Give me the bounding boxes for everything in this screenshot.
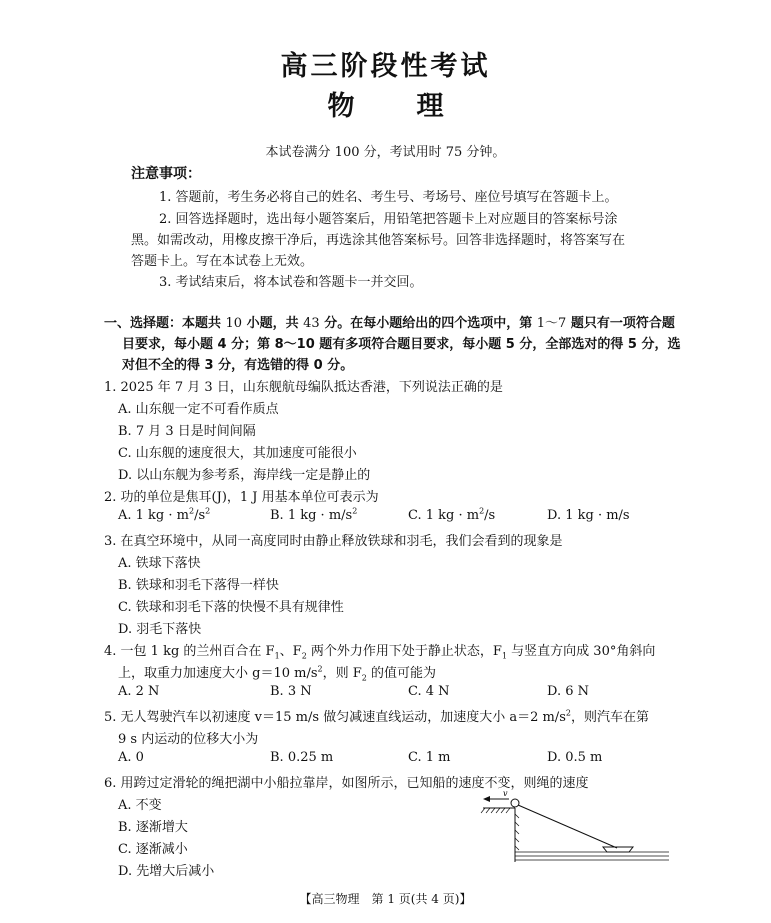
q3-option-a: A. 铁球下落快 — [118, 556, 201, 571]
subject-char-2: 理 — [416, 91, 444, 122]
q4-line2-a: 上，取重力加速度大小 g＝10 m/s — [118, 666, 318, 681]
q4-stem-sub3: 1 — [501, 651, 508, 661]
water — [515, 852, 669, 860]
q4-line2-sup: 2 — [317, 664, 323, 674]
section1-range: 1～7 — [536, 316, 567, 331]
q5-option-d: D. 0.5 m — [547, 750, 603, 765]
q4-stem-line2 — [118, 662, 436, 681]
page-footer: 【高三物理 第 1 页(共 4 页)】 — [299, 892, 472, 906]
section1-line1-part-a: 一、选择题：本题共 — [104, 316, 226, 331]
boat — [603, 847, 633, 852]
q6-figure — [475, 790, 675, 872]
q5-option-c: C. 1 m — [408, 750, 451, 765]
q4-line2-b: ，则 F — [322, 666, 362, 681]
q2-option-b-text: B. 1 kg · m/s — [270, 508, 353, 523]
q3-option-d: D. 羽毛下落快 — [118, 622, 202, 637]
q5-stem-sup: 2 — [565, 708, 571, 718]
q4-stem-c: 两个外力作用下处于静止状态，F — [306, 644, 502, 659]
q2-option-a-sup2: 2 — [205, 506, 211, 516]
q5-stem-line2: 9 s 内运动的位移大小为 — [118, 732, 259, 747]
q1-option-a: A. 山东舰一定不可看作质点 — [118, 402, 279, 417]
q2-option-a-text: A. 1 kg · m — [118, 508, 189, 523]
exam-info: 本试卷满分 100 分，考试用时 75 分钟。 — [265, 145, 506, 160]
q5-option-a: A. 0 — [118, 750, 144, 765]
section1-line1-part-b: 小题，共 — [242, 316, 304, 331]
q4-stem — [104, 640, 655, 659]
q3-option-b: B. 铁球和羽毛下落得一样快 — [118, 578, 279, 593]
pulley — [511, 799, 519, 807]
q4-stem-sub1: 1 — [274, 651, 280, 661]
q2-option-d: D. 1 kg · m/s — [547, 508, 630, 523]
q2-option-a-mid: /s — [194, 508, 206, 523]
q6-option-d: D. 先增大后减小 — [118, 864, 215, 879]
q2-stem: 2. 功的单位是焦耳(J)，1 J 用基本单位可表示为 — [104, 490, 379, 505]
subject-title — [0, 84, 771, 123]
q4-stem-b: 、F — [279, 644, 302, 659]
exam-title: 高三阶段性考试 — [280, 51, 491, 82]
section1-line1-part-c: 分。在每小题给出的四个选项中，第 — [319, 316, 537, 331]
section1-count: 10 — [225, 316, 243, 331]
notice-heading: 注意事项： — [131, 166, 201, 182]
wall-hatch — [515, 814, 519, 850]
notice-item-2-line2: 黑。如需改动，用橡皮擦干净后，再选涂其他答案标号。回答非选择题时，将答案写在 — [131, 233, 626, 248]
shore-hatch — [481, 808, 510, 813]
section1-line2: 目要求，每小题 4 分；第 8～10 题有多项符合题目要求，每小题 5 分，全部选对的得 5 分，选 — [122, 337, 681, 352]
q2-option-c-sup: 2 — [479, 506, 485, 516]
q3-option-c: C. 铁球和羽毛下落的快慢不具有规律性 — [118, 600, 344, 615]
notice-item-2-line1: 2. 回答选择题时，选出每小题答案后，用铅笔把答题卡上对应题目的答案标号涂 — [159, 212, 618, 227]
subject-char-1: 物 — [327, 91, 355, 122]
q2-option-c-end: /s — [484, 508, 496, 523]
notice-item-3: 3. 考试结束后，将本试卷和答题卡一并交回。 — [159, 275, 423, 290]
q1-option-d: D. 以山东舰为参考系，海岸线一定是静止的 — [118, 468, 371, 483]
q2-option-b-sup: 2 — [352, 506, 358, 516]
section1-line1 — [104, 312, 675, 331]
q3-stem: 3. 在真空环境中，从同一高度同时由静止释放铁球和羽毛，我们会看到的现象是 — [104, 534, 563, 549]
q4-option-a: A. 2 N — [118, 684, 160, 699]
section1-line1-part-d: 题只有一项符合题 — [566, 316, 675, 331]
q2-option-c — [408, 508, 495, 523]
q2-option-a — [118, 508, 210, 523]
q4-stem-a: 4. 一包 1 kg 的兰州百合在 F — [104, 644, 275, 659]
q4-option-d: D. 6 N — [547, 684, 590, 699]
q5-option-b: B. 0.25 m — [270, 750, 334, 765]
q2-option-a-sup1: 2 — [188, 506, 195, 516]
notice-item-1: 1. 答题前，考生务必将自己的姓名、考生号、考场号、座位号填写在答题卡上。 — [159, 190, 618, 205]
velocity-arrowhead — [483, 796, 490, 802]
q4-option-c: C. 4 N — [408, 684, 450, 699]
q4-stem-d: 与竖直方向成 30°角斜向 — [507, 644, 656, 659]
q2-option-b — [270, 508, 357, 523]
q5-stem-a: 5. 无人驾驶汽车以初速度 v＝15 m/s 做匀减速直线运动，加速度大小 a＝2 m/s — [104, 710, 566, 725]
velocity-label: v — [503, 790, 508, 798]
notice-item-2-line3: 答题卡上。写在本试卷上无效。 — [131, 254, 314, 269]
q4-line2-sub: 2 — [361, 673, 367, 683]
q1-option-c: C. 山东舰的速度很大，其加速度可能很小 — [118, 446, 357, 461]
section1-line3: 对但不全的得 3 分，有选错的得 0 分。 — [122, 358, 354, 373]
q4-stem-sub2: 2 — [301, 651, 307, 661]
q6-option-c: C. 逐渐减小 — [118, 842, 188, 857]
q6-option-b: B. 逐渐增大 — [118, 820, 188, 835]
q5-stem-b: ，则汽车在第 — [570, 710, 649, 725]
q5-stem — [104, 706, 649, 725]
section1-score: 43 — [303, 316, 320, 331]
q1-stem: 1. 2025 年 7 月 3 日，山东舰航母编队抵达香港，下列说法正确的是 — [104, 380, 503, 395]
q4-option-b: B. 3 N — [270, 684, 312, 699]
q6-option-a: A. 不变 — [118, 798, 162, 813]
q4-line2-c: 的值可能为 — [366, 666, 436, 681]
q1-option-b: B. 7 月 3 日是时间间隔 — [118, 424, 256, 439]
q6-stem: 6. 用跨过定滑轮的绳把湖中小船拉靠岸，如图所示，已知船的速度不变，则绳的速度 — [104, 776, 589, 791]
q2-option-c-text: C. 1 kg · m — [408, 508, 480, 523]
rope — [518, 805, 617, 848]
